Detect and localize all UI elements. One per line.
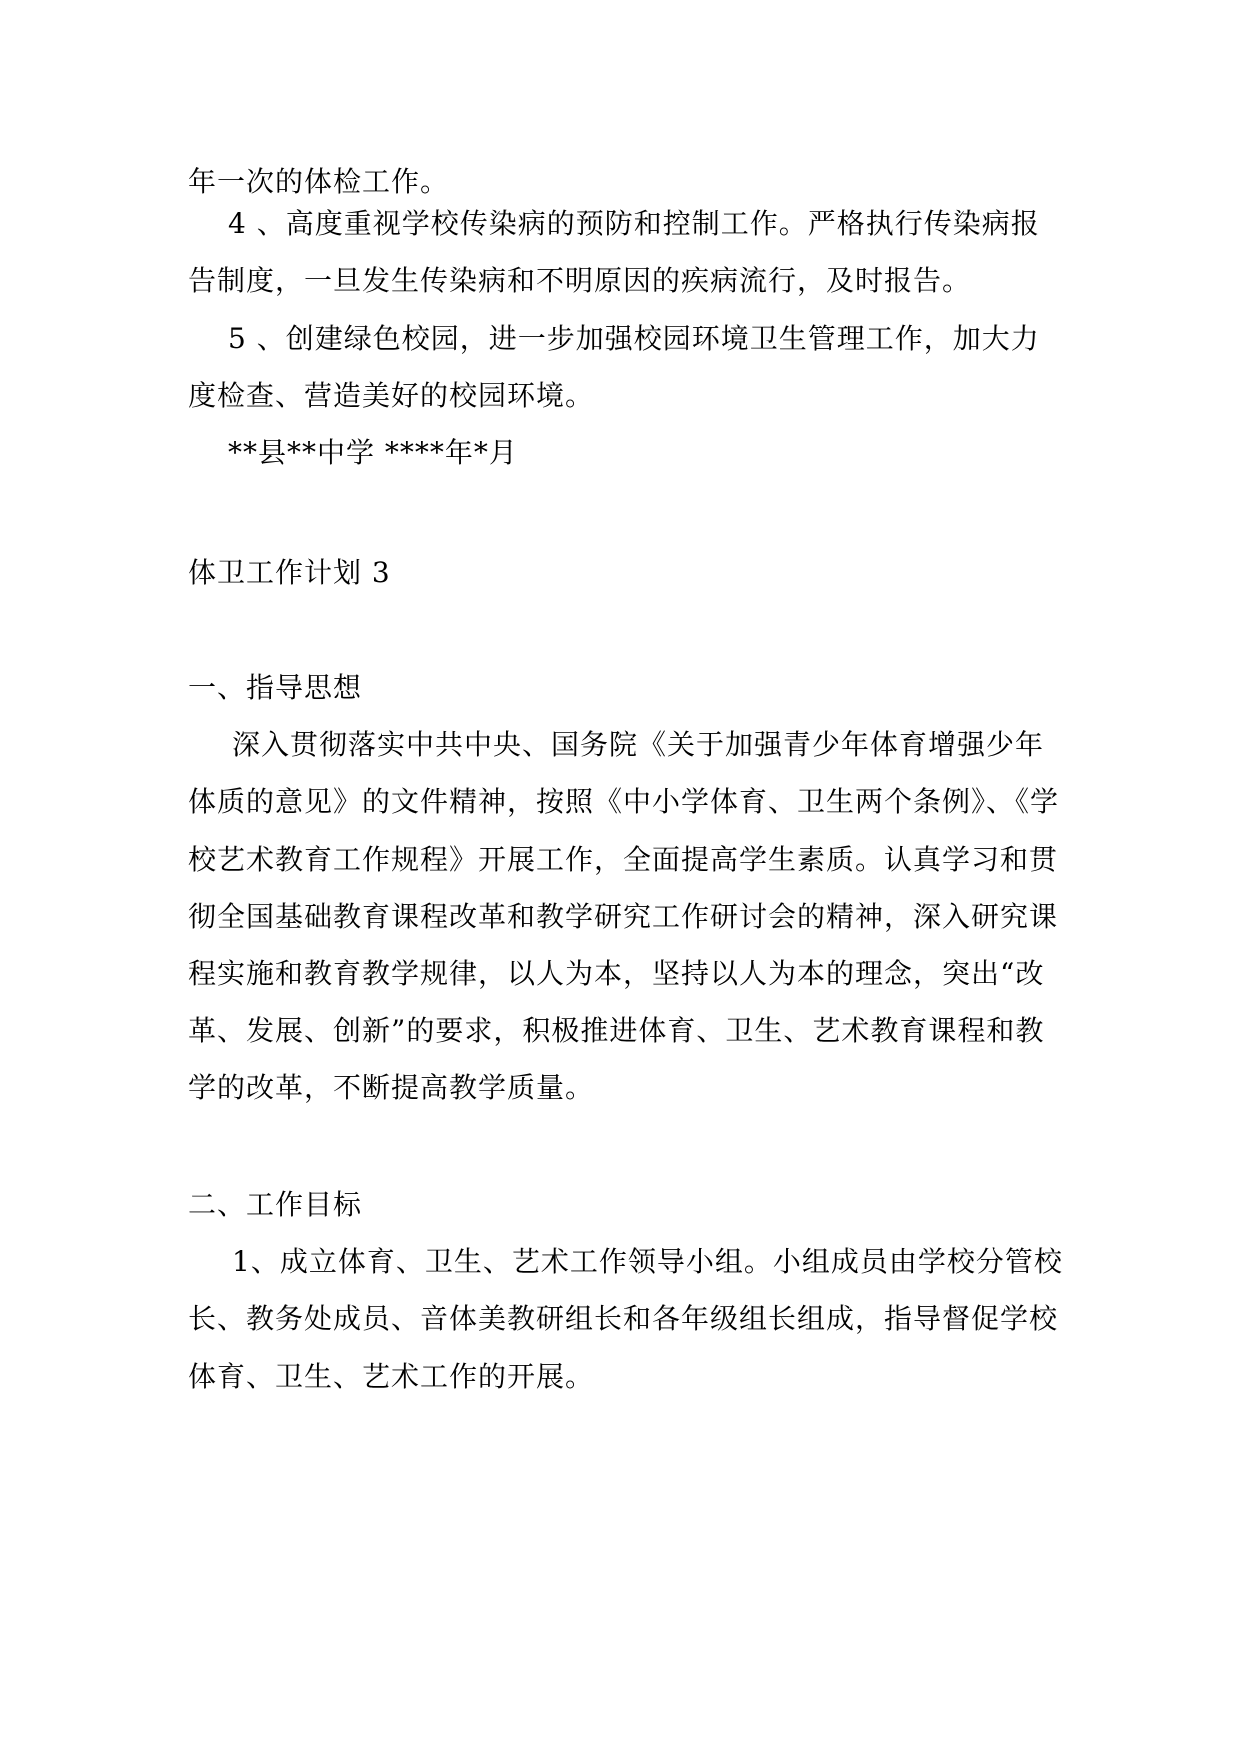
paragraph-line: 学的改革，不断提高教学质量。	[188, 1071, 595, 1104]
list-item-5-line-1: 5 、创建绿色校园，进一步加强校园环境卫生管理工作，加大力	[228, 322, 1040, 355]
paragraph-line: 程实施和教育教学规律，以人为本，坚持以人为本的理念，突出“改	[188, 957, 1045, 990]
list-item-5-line-2: 度检查、营造美好的校园环境。	[188, 379, 595, 412]
heading-work-goals: 二、工作目标	[188, 1188, 363, 1221]
list-item-4-line-2: 告制度，一旦发生传染病和不明原因的疾病流行，及时报告。	[188, 264, 972, 297]
paragraph-line: 体质的意见》的文件精神，按照《中小学体育、卫生两个条例》、《学	[188, 785, 1060, 818]
paragraph-line: 深入贯彻落实中共中央、国务院《关于加强青少年体育增强少年	[232, 728, 1045, 761]
paragraph-line: 彻全国基础教育课程改革和教学研究工作研讨会的精神，深入研究课	[188, 900, 1059, 933]
paragraph-line: 校艺术教育工作规程》开展工作，全面提高学生素质。认真学习和贯	[188, 843, 1059, 876]
paragraph-line: 革、发展、创新”的要求，积极推进体育、卫生、艺术教育课程和教	[188, 1014, 1045, 1047]
list-item-1-line-2: 长、教务处成员、音体美教研组长和各年级组长组成，指导督促学校	[188, 1302, 1059, 1335]
signature-line: **县**中学 ****年*月	[228, 436, 518, 469]
list-item-1-line-1: 1、成立体育、卫生、艺术工作领导小组。小组成员由学校分管校	[232, 1245, 1063, 1278]
paragraph-line: 年一次的体检工作。	[188, 165, 450, 198]
list-item-4-line-1: 4 、高度重视学校传染病的预防和控制工作。严格执行传染病报	[228, 207, 1040, 240]
list-item-1-line-3: 体育、卫生、艺术工作的开展。	[188, 1360, 595, 1393]
heading-guiding-thought: 一、指导思想	[188, 671, 363, 704]
section-title: 体卫工作计划 3	[188, 556, 391, 589]
